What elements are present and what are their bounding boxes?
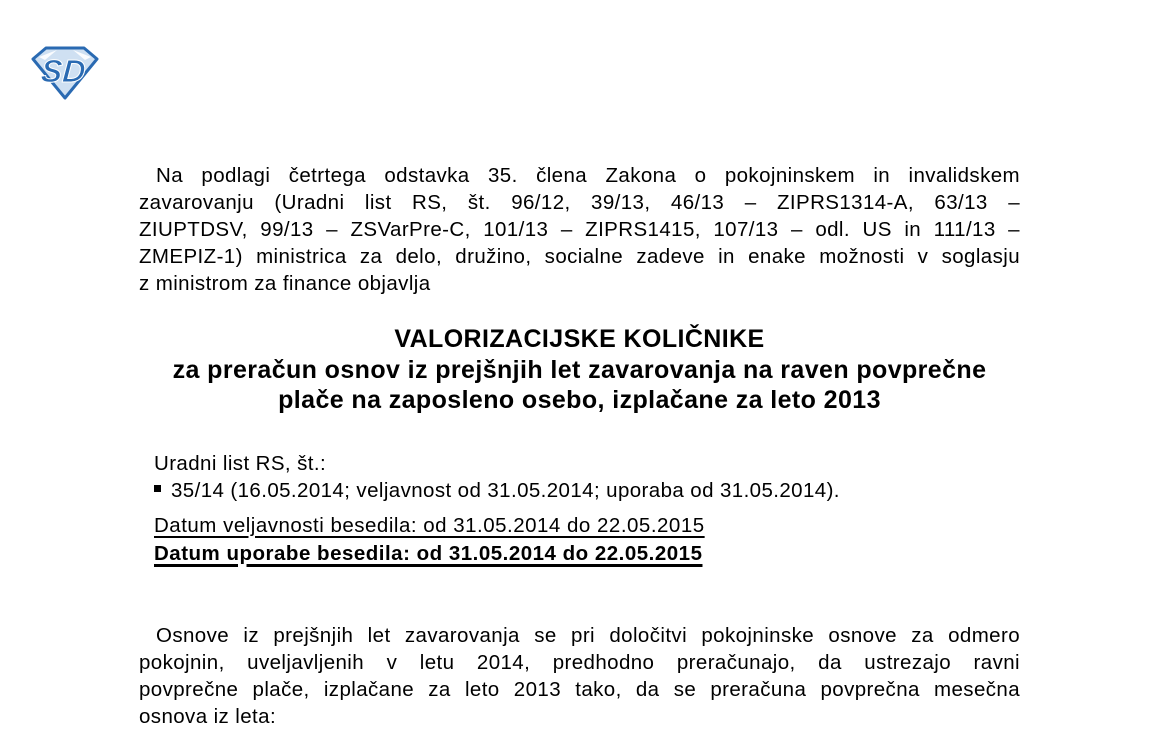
intro-line: z ministrom za finance objavlja: [139, 272, 431, 295]
body-paragraph: [139, 622, 1020, 730]
validity-section: [139, 512, 1020, 568]
logo-letters: SD: [39, 53, 87, 89]
gazette-label: Uradni list RS, št.:: [154, 451, 327, 475]
intro-line: zavarovanju (Uradni list RS, št. 96/12, 39/13, 46/13 – ZIPRS1314-A, 63/13 –: [139, 191, 1020, 214]
body-line: povprečne plače, izplačane za leto 2013 tako, da se preračuna povprečna mesečna: [139, 677, 1020, 701]
document-title: [139, 324, 1020, 416]
sd-logo-icon: [31, 46, 99, 100]
square-bullet-icon: [154, 485, 161, 492]
gazette-item-row: [154, 477, 1020, 504]
gazette-section: [139, 450, 1020, 504]
body-line: Osnove iz prejšnjih let zavarovanja se pri določitvi pokojninske osnove za odmero: [156, 623, 1020, 647]
document-body: [139, 0, 1020, 730]
intro-line: Na podlagi četrtega odstavka 35. člena Zakona o pokojninskem in invalidskem: [156, 164, 1020, 187]
intro-line: ZIUPTDSV, 99/13 – ZSVarPre-C, 101/13 – ZIPRS1415, 107/13 – odl. US in 111/13 –: [139, 218, 1020, 241]
body-line: osnova iz leta:: [139, 704, 277, 728]
title-line-2: za preračun osnov iz prejšnjih let zavarovanja na raven povprečne: [172, 355, 987, 384]
validity-date-line: Datum veljavnosti besedila: od 31.05.2014 do 22.05.2015: [154, 513, 705, 537]
title-line-3: plače na zaposleno osebo, izplačane za leto 2013: [278, 386, 881, 414]
sd-logo: [31, 46, 99, 100]
gazette-item: 35/14 (16.05.2014; veljavnost od 31.05.2014; uporaba od 31.05.2014).: [171, 478, 840, 502]
usage-date-line: Datum uporabe besedila: od 31.05.2014 do 22.05.2015: [154, 541, 703, 565]
body-line: pokojnin, uveljavljenih v letu 2014, predhodno preračunajo, da ustrezajo ravni: [139, 650, 1020, 674]
intro-paragraph: [139, 162, 1020, 297]
title-line-1: VALORIZACIJSKE KOLIČNIKE: [394, 325, 765, 353]
intro-line: ZMEPIZ-1) ministrica za delo, družino, socialne zadeve in enake možnosti v soglasju: [139, 245, 1020, 268]
